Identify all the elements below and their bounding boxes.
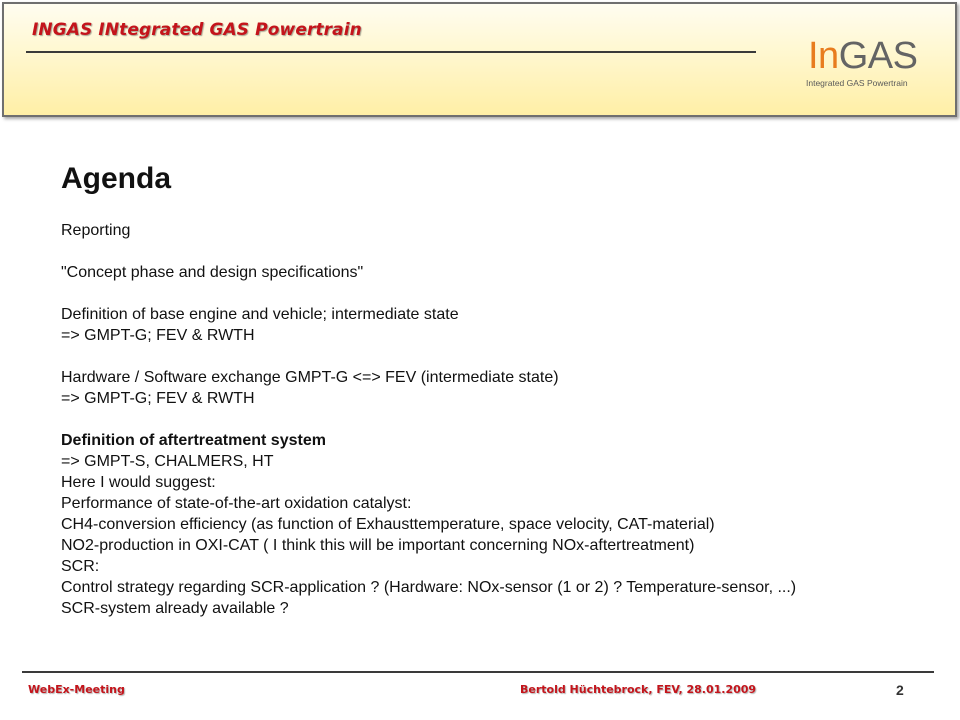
footer-author-date: Bertold Hüchtebrock, FEV, 28.01.2009	[520, 683, 757, 696]
agenda-line: NO2-production in OXI-CAT ( I think this will be important concerning NOx-aftertreatment)	[61, 537, 695, 554]
agenda-line: Definition of base engine and vehicle; intermediate state	[61, 306, 459, 323]
logo-gas-text: GAS	[838, 35, 918, 77]
header-divider	[26, 51, 756, 53]
agenda-line: SCR:	[61, 558, 100, 575]
logo-wordmark	[808, 34, 917, 78]
line-spacer	[61, 283, 941, 304]
agenda-line: Performance of state-of-the-art oxidation catalyst:	[61, 495, 412, 512]
page-number: 2	[896, 682, 904, 698]
agenda-line: Hardware / Software exchange GMPT-G <=> FEV (intermediate state)	[61, 369, 559, 386]
agenda-line: Definition of aftertreatment system	[61, 432, 326, 449]
line-spacer	[61, 409, 941, 430]
agenda-line: Reporting	[61, 222, 131, 239]
agenda-line: => GMPT-G; FEV & RWTH	[61, 390, 255, 407]
line-spacer	[61, 346, 941, 367]
header-title: INGAS INtegrated GAS Powertrain	[32, 20, 362, 40]
logo-subtitle: Integrated GAS Powertrain	[806, 78, 908, 88]
agenda-line: => GMPT-S, CHALMERS, HT	[61, 453, 274, 470]
agenda-line: Control strategy regarding SCR-application ? (Hardware: NOx-sensor (1 or 2) ? Temperature-sensor, ...)	[61, 579, 797, 596]
footer-divider	[22, 671, 934, 673]
agenda-line: SCR-system already available ?	[61, 600, 289, 617]
slide-title: Agenda	[61, 162, 172, 195]
line-spacer	[61, 241, 941, 262]
header-banner	[2, 2, 957, 117]
logo-in-text: In	[808, 35, 839, 77]
footer-meeting-label: WebEx-Meeting	[28, 683, 125, 696]
agenda-line: CH4-conversion efficiency (as function of Exhausttemperature, space velocity, CAT-material)	[61, 516, 715, 533]
agenda-line: Here I would suggest:	[61, 474, 216, 491]
ingas-logo	[804, 34, 944, 94]
agenda-line: => GMPT-G; FEV & RWTH	[61, 327, 255, 344]
agenda-body	[61, 220, 941, 619]
agenda-line: "Concept phase and design specifications"	[61, 264, 364, 281]
